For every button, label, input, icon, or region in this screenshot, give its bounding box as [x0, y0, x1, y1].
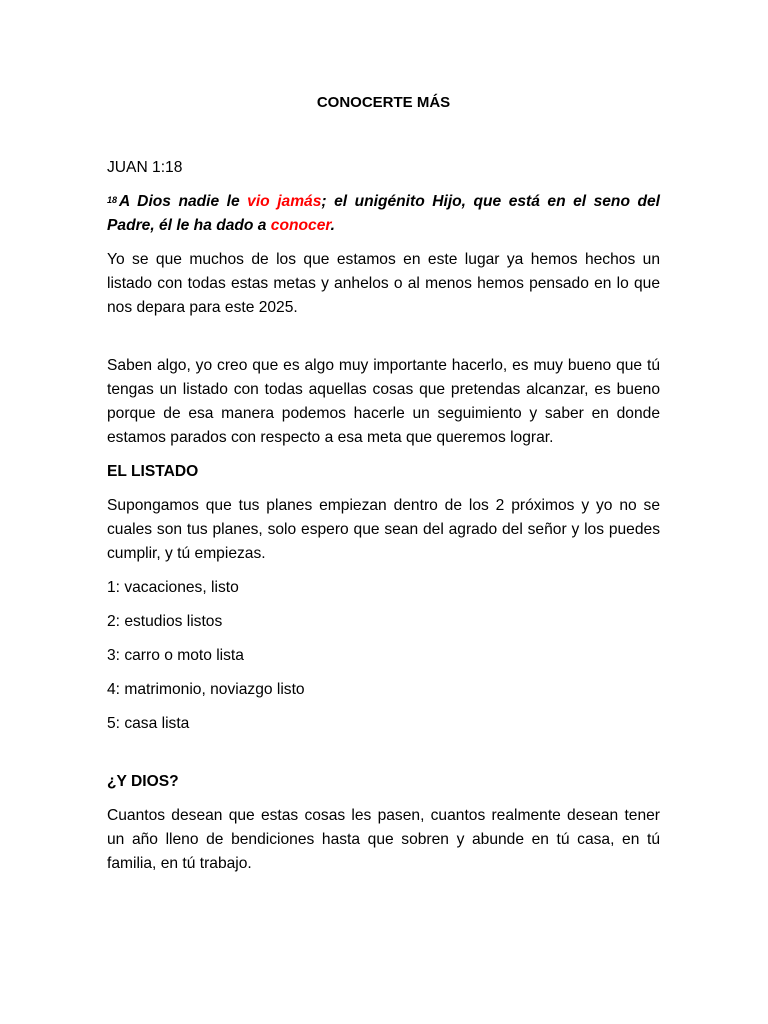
verse-text-part2: ; el unigénito Hijo, que está en el seno del Padre, él le ha dado a: [107, 193, 660, 234]
paragraph-planes: Supongamos que tus planes empiezan dentro de los 2 próximos y yo no se cuales son tus planes, solo espero que sean del agrado del señor y los puedes cumplir, y tú empiezas.: [107, 497, 660, 562]
list-item-2: 2: estudios listos: [107, 613, 223, 630]
list-item-3: 3: carro o moto lista: [107, 647, 244, 664]
verse-highlight-conocer: conocer: [270, 217, 331, 234]
document-body: [107, 92, 660, 886]
verse-highlight-vio-jamas: vio jamás: [247, 193, 322, 210]
verse-text-part1: A Dios nadie le: [119, 193, 248, 210]
paragraph-importance: Saben algo, yo creo que es algo muy importante hacerlo, es muy bueno que tú tengas un listado con todas aquellas cosas que pretendas alcanzar, es bueno porque de esa manera podemos hacerle un seguimiento y saber en donde estamos parados con respecto a esa meta que queremos lograr.: [107, 357, 660, 446]
spacer: [107, 330, 660, 354]
list-item-1: 1: vacaciones, listo: [107, 579, 239, 596]
heading-y-dios: ¿Y DIOS?: [107, 773, 179, 790]
verse-text-part3: .: [330, 217, 335, 234]
heading-el-listado: EL LISTADO: [107, 463, 199, 480]
list-item-5: 5: casa lista: [107, 715, 190, 732]
paragraph-deseos: Cuantos desean que estas cosas les pasen, cuantos realmente desean tener un año lleno de bendiciones hasta que sobren y abunde en tú casa, en tú familia, en tú trabajo.: [107, 807, 660, 872]
scripture-reference: JUAN 1:18: [107, 159, 183, 176]
paragraph-intro: Yo se que muchos de los que estamos en este lugar ya hemos hechos un listado con todas estas metas y anhelos o al menos hemos pensado en lo que nos depara para este 2025.: [107, 251, 660, 316]
scripture-verse: [107, 190, 660, 238]
document-title: CONOCERTE MÁS: [316, 94, 451, 111]
verse-number: 18: [107, 195, 118, 205]
spacer: [107, 746, 660, 770]
list-item-4: 4: matrimonio, noviazgo listo: [107, 681, 305, 698]
